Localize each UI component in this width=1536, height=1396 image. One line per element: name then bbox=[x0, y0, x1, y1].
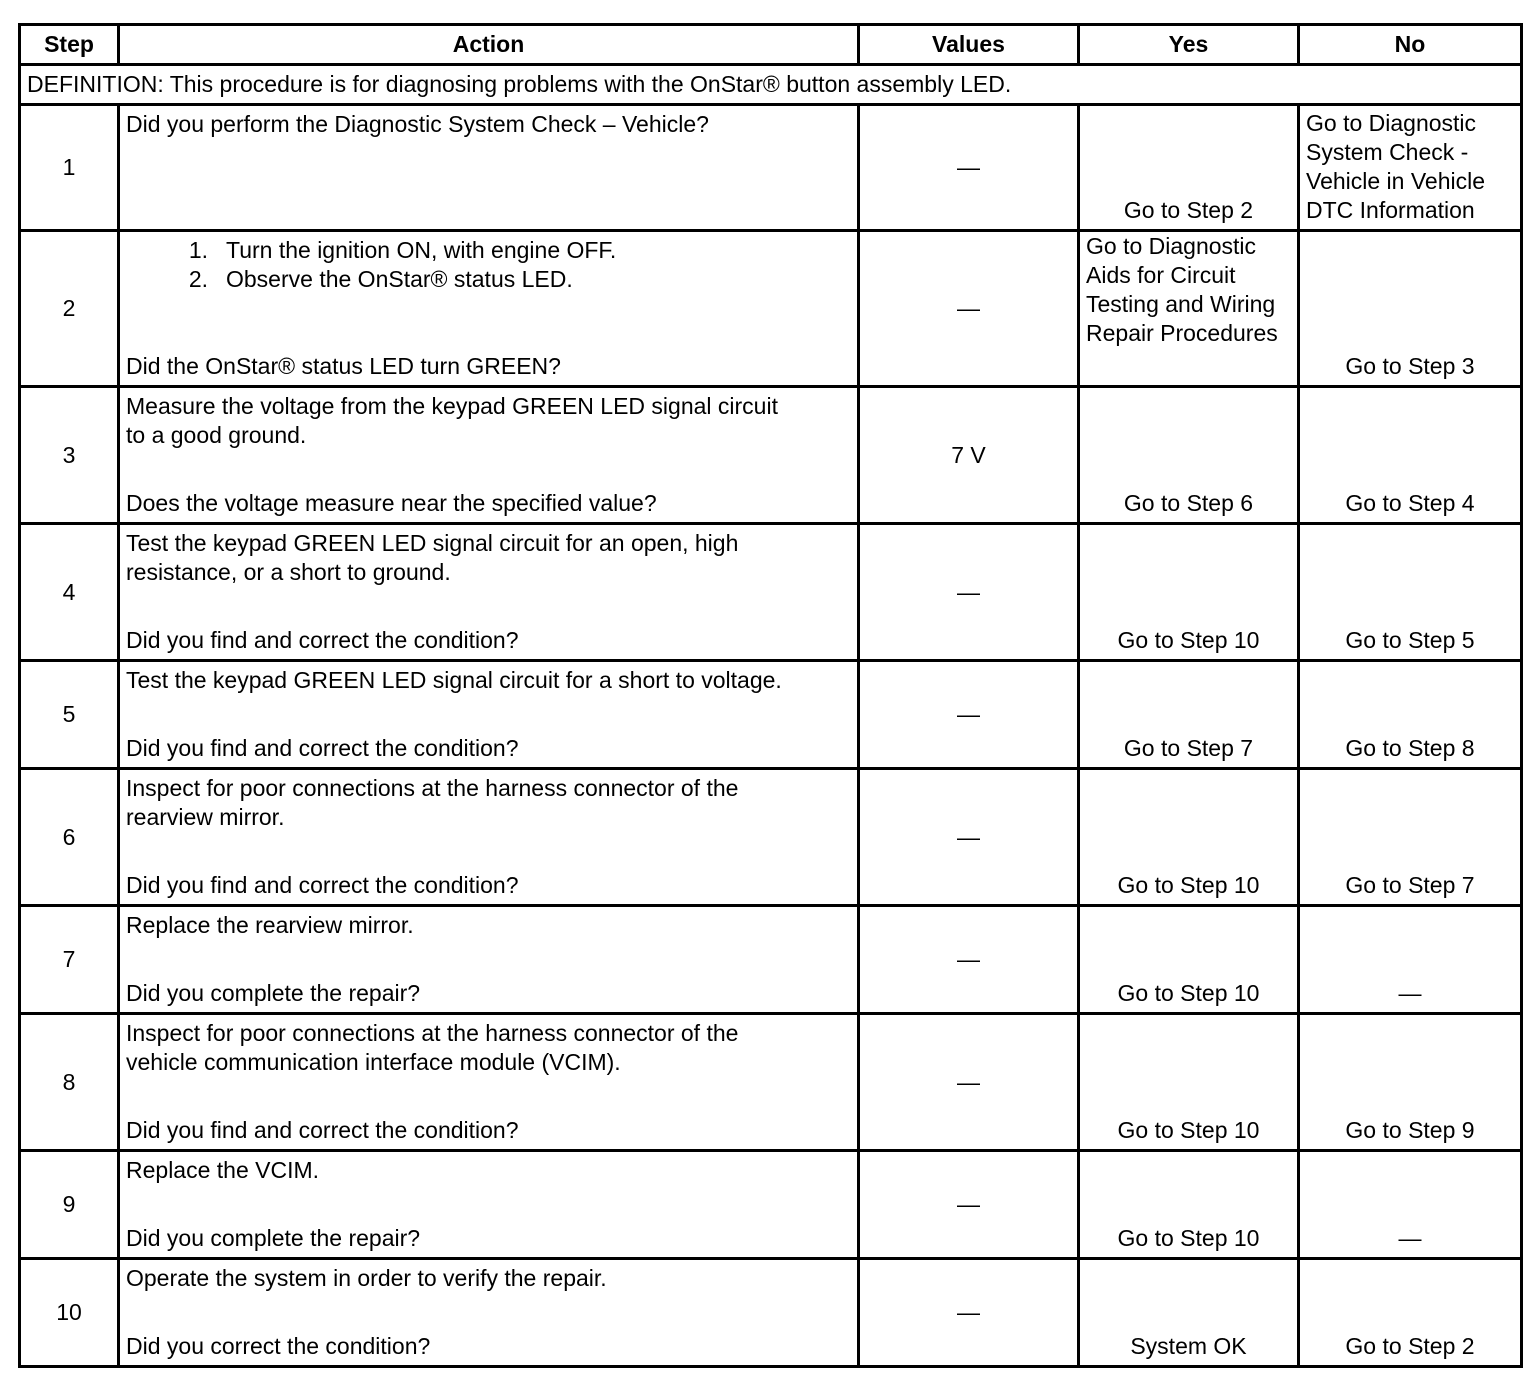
action-step-text: Turn the ignition ON, with engine OFF. bbox=[226, 237, 617, 263]
step-number: 6 bbox=[20, 769, 119, 906]
table-row bbox=[20, 1151, 1522, 1259]
action-question: Did you find and correct the condition? bbox=[126, 872, 519, 898]
value-cell: — bbox=[859, 661, 1079, 769]
value-cell: — bbox=[859, 906, 1079, 1014]
action-instruction: resistance, or a short to ground. bbox=[126, 559, 451, 585]
value-cell: — bbox=[859, 105, 1079, 231]
yes-outcome: System OK bbox=[1079, 1259, 1299, 1367]
table-row bbox=[20, 524, 1522, 661]
definition-row bbox=[20, 65, 1522, 105]
yes-outcome: Go to Step 10 bbox=[1079, 769, 1299, 906]
action-question: Did you complete the repair? bbox=[126, 980, 421, 1006]
diagnostic-table bbox=[18, 23, 1523, 1368]
action-question: Did you complete the repair? bbox=[126, 1225, 421, 1251]
action-cell bbox=[119, 524, 859, 661]
action-instruction: Test the keypad GREEN LED signal circuit for a short to voltage. bbox=[126, 667, 782, 693]
action-instruction: to a good ground. bbox=[126, 422, 307, 448]
yes-outcome: Go to Diagnostic Aids for Circuit Testing and Wiring Repair Procedures bbox=[1079, 231, 1299, 387]
value-cell: — bbox=[859, 524, 1079, 661]
action-cell bbox=[119, 769, 859, 906]
action-cell bbox=[119, 1151, 859, 1259]
table-row bbox=[20, 1014, 1522, 1151]
action-step-text: Observe the OnStar® status LED. bbox=[226, 266, 573, 292]
step-number: 8 bbox=[20, 1014, 119, 1151]
yes-outcome: Go to Step 6 bbox=[1079, 387, 1299, 524]
action-cell bbox=[119, 1259, 859, 1367]
action-instruction: rearview mirror. bbox=[126, 804, 285, 830]
action-step-item bbox=[126, 265, 851, 294]
action-steps-list bbox=[126, 236, 851, 294]
definition-text: DEFINITION: This procedure is for diagnosing problems with the OnStar® button assembly LED. bbox=[20, 65, 1522, 105]
action-question: Did the OnStar® status LED turn GREEN? bbox=[126, 353, 561, 379]
table-row bbox=[20, 906, 1522, 1014]
header-action: Action bbox=[119, 25, 859, 65]
value-cell: — bbox=[859, 231, 1079, 387]
action-instruction: vehicle communication interface module (VCIM). bbox=[126, 1049, 621, 1075]
step-number: 5 bbox=[20, 661, 119, 769]
no-outcome: — bbox=[1299, 1151, 1522, 1259]
action-instruction: Replace the rearview mirror. bbox=[126, 912, 414, 938]
header-row bbox=[20, 25, 1522, 65]
yes-outcome: Go to Step 10 bbox=[1079, 1151, 1299, 1259]
no-outcome: Go to Step 5 bbox=[1299, 524, 1522, 661]
no-outcome: Go to Step 9 bbox=[1299, 1014, 1522, 1151]
table-row bbox=[20, 769, 1522, 906]
value-cell: — bbox=[859, 1014, 1079, 1151]
step-number: 7 bbox=[20, 906, 119, 1014]
header-yes: Yes bbox=[1079, 25, 1299, 65]
action-instruction: Inspect for poor connections at the harness connector of the bbox=[126, 775, 739, 801]
step-number: 3 bbox=[20, 387, 119, 524]
action-cell bbox=[119, 661, 859, 769]
action-instruction: Measure the voltage from the keypad GREEN LED signal circuit bbox=[126, 393, 778, 419]
no-outcome: Go to Diagnostic System Check - Vehicle in Vehicle DTC Information bbox=[1299, 105, 1522, 231]
action-instruction: Inspect for poor connections at the harness connector of the bbox=[126, 1020, 739, 1046]
no-outcome: Go to Step 4 bbox=[1299, 387, 1522, 524]
value-cell: — bbox=[859, 1151, 1079, 1259]
action-question: Did you find and correct the condition? bbox=[126, 1117, 519, 1143]
no-outcome: Go to Step 3 bbox=[1299, 231, 1522, 387]
action-question: Did you correct the condition? bbox=[126, 1333, 431, 1359]
action-instruction: Operate the system in order to verify the repair. bbox=[126, 1265, 607, 1291]
value-cell: — bbox=[859, 769, 1079, 906]
table-row bbox=[20, 1259, 1522, 1367]
no-outcome: — bbox=[1299, 906, 1522, 1014]
step-number: 10 bbox=[20, 1259, 119, 1367]
action-step-item bbox=[126, 236, 851, 265]
action-cell bbox=[119, 906, 859, 1014]
step-number: 2 bbox=[20, 231, 119, 387]
action-cell bbox=[119, 105, 859, 231]
action-cell bbox=[119, 387, 859, 524]
action-instruction: Test the keypad GREEN LED signal circuit for an open, high bbox=[126, 530, 739, 556]
step-number: 9 bbox=[20, 1151, 119, 1259]
yes-outcome: Go to Step 2 bbox=[1079, 105, 1299, 231]
step-number: 4 bbox=[20, 524, 119, 661]
no-outcome: Go to Step 7 bbox=[1299, 769, 1522, 906]
action-instruction: Did you perform the Diagnostic System Check – Vehicle? bbox=[126, 111, 709, 137]
no-outcome: Go to Step 8 bbox=[1299, 661, 1522, 769]
action-question: Did you find and correct the condition? bbox=[126, 735, 519, 761]
yes-outcome: Go to Step 10 bbox=[1079, 524, 1299, 661]
step-number: 1 bbox=[20, 105, 119, 231]
header-no: No bbox=[1299, 25, 1522, 65]
action-question: Did you find and correct the condition? bbox=[126, 627, 519, 653]
value-cell: 7 V bbox=[859, 387, 1079, 524]
header-values: Values bbox=[859, 25, 1079, 65]
yes-outcome: Go to Step 10 bbox=[1079, 906, 1299, 1014]
table-row bbox=[20, 105, 1522, 231]
no-outcome: Go to Step 2 bbox=[1299, 1259, 1522, 1367]
table-row bbox=[20, 231, 1522, 387]
action-question: Does the voltage measure near the specified value? bbox=[126, 490, 657, 516]
action-step-number: 2. bbox=[188, 266, 208, 292]
value-cell: — bbox=[859, 1259, 1079, 1367]
action-instruction: Replace the VCIM. bbox=[126, 1157, 320, 1183]
action-step-number: 1. bbox=[188, 237, 208, 263]
action-cell bbox=[119, 1014, 859, 1151]
yes-outcome: Go to Step 10 bbox=[1079, 1014, 1299, 1151]
table-row bbox=[20, 661, 1522, 769]
yes-outcome: Go to Step 7 bbox=[1079, 661, 1299, 769]
table-row bbox=[20, 387, 1522, 524]
action-cell bbox=[119, 231, 859, 387]
header-step: Step bbox=[20, 25, 119, 65]
